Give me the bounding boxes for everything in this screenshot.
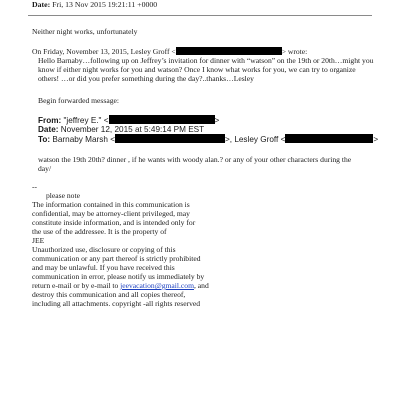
disclaimer-line: including all attachments. copyright -all rights reserved: [32, 299, 201, 308]
email-link[interactable]: jeevacation@gmail.com: [120, 281, 194, 290]
disclaimer-line: confidential, may be attorney-client privileged, may: [32, 209, 190, 218]
forwarded-body-line: day/: [38, 164, 52, 173]
quote-attribution: [32, 47, 307, 56]
forwarded-to: [38, 134, 378, 144]
redacted-email-block: [285, 134, 373, 143]
disclaimer-line: and may be unlawful. If you have received this: [32, 263, 175, 272]
header-divider: [28, 15, 372, 16]
signature-dashes: --: [32, 182, 38, 191]
to-separator: >, Lesley Groff <: [224, 135, 286, 144]
disclaimer-line: constitute inside information, and is intended only for: [32, 218, 196, 227]
from-label: From:: [38, 116, 62, 125]
email-date-header: [32, 0, 157, 9]
to-name-1: Barnaby Marsh <: [52, 135, 115, 144]
from-end: >: [214, 116, 220, 125]
disclaimer-line: communication in error, please notify us immediately by: [32, 272, 205, 281]
forwarded-date: [38, 125, 204, 134]
attribution-end: > wrote:: [281, 47, 308, 56]
forwarded-from: [38, 115, 219, 125]
reply-text: Neither night works, unfortunately: [32, 27, 138, 36]
disclaimer-line: Unauthorized use, disclosure or copying of this: [32, 245, 176, 254]
redacted-email-block: [109, 115, 215, 124]
signature-please-note: please note: [46, 191, 80, 200]
redacted-email-block: [115, 134, 225, 143]
disclaimer-line: destroy this communication and all copies thereof,: [32, 290, 186, 299]
disclaimer-line: communication or any part thereof is strictly prohibited: [32, 254, 201, 263]
quote-body-line: others! …or did you prefer something during the day?..thanks…Lesley: [38, 74, 254, 83]
return-end: , and: [193, 281, 209, 290]
date-label: Date:: [32, 0, 51, 9]
date-value: Fri, 13 Nov 2015 19:21:11 +0000: [52, 0, 158, 9]
disclaimer-line: The information contained in this communication is: [32, 200, 190, 209]
attribution-start: On Friday, November 13, 2015, Lesley Groff <: [32, 47, 176, 56]
from-name: "jeffrey E." <: [63, 116, 109, 125]
to-label: To:: [38, 135, 51, 144]
forwarded-label: Begin forwarded message:: [38, 96, 119, 105]
to-end: >: [373, 135, 379, 144]
disclaimer-line: JEE: [32, 236, 45, 245]
fwd-date-value: November 12, 2015 at 5:49:14 PM EST: [60, 125, 205, 134]
quote-body-line: know if either night works for you and watson? Once I know what works for you, we can try to organize: [38, 65, 356, 74]
fwd-date-label: Date:: [38, 125, 59, 134]
forwarded-body-line: watson the 19th 20th? dinner , if he wants with woody alan.? or any of your other characters during the: [38, 155, 352, 164]
disclaimer-email-line: [32, 281, 209, 290]
disclaimer-line: the use of the addressee. It is the property of: [32, 227, 167, 236]
quote-body-line: Hello Barnaby…following up on Jeffrey’s invitation for dinner with “watson” on the 19th or 20th…might you: [38, 56, 374, 65]
return-start: return e-mail or by e-mail to: [32, 281, 121, 290]
redacted-email-block: [176, 47, 282, 55]
